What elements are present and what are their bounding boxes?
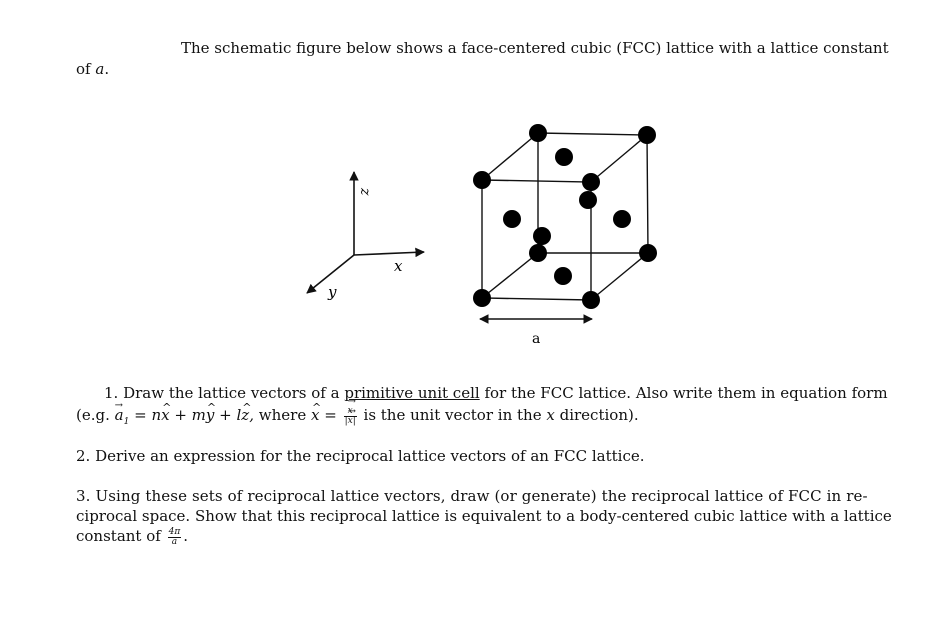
y-axis-label: y [328,283,337,301]
z-axis-label: z [357,188,373,196]
x-axis-label: x [394,257,403,275]
q3-line-1 [76,486,868,507]
q3-line-2: ciprocal space. Show that this reciprocal lattice is equivalent to a body-centered cubic lattice with a lattice [76,507,892,525]
q3-line-3 [76,526,188,547]
lattice-atoms [473,124,657,309]
q2-number: 2. [76,447,91,465]
intro-of: of [76,60,91,78]
q1-where: where ^ x = [259,406,337,424]
q1-eq-end: direction). [559,406,639,424]
q3-frac-den: a [171,536,178,547]
q3-frac-num: 4π [168,526,181,537]
atom-face-center [613,210,631,228]
q3-number: 3. [76,487,91,505]
atom-corner [529,244,547,262]
q2 [76,446,644,467]
atom-corner [638,126,656,144]
atom-face-center [533,227,551,245]
atom-corner [473,171,491,189]
q1-line-1 [104,383,888,404]
q1-equation: → $a_1$ = n^ x + m^ y + l^ z, [115,406,254,424]
q1-eq-rest: is the unit vector in the [363,406,542,424]
q1-eg-open: (e.g. [76,406,110,424]
atom-corner [473,289,491,307]
atom-corner [639,244,657,262]
q3-line3-suffix: . [183,527,189,545]
atom-corner [582,173,600,191]
primitive-unit-cell-link[interactable]: primitive unit cell [344,384,480,402]
q1-text-b: for the FCC lattice. Also write them in equation form [484,384,888,402]
q3-line3-prefix: constant of [76,527,161,545]
intro-period: . [104,60,110,78]
q1-xdir: x [546,406,555,424]
dimension-label: a [532,331,541,347]
q1-text-a: Draw the lattice vectors of a [123,384,340,402]
intro-line-1: The schematic figure below shows a face-centered cubic (FCC) lattice with a lattice constant [181,39,889,57]
atom-face-center [503,210,521,228]
x-axis [354,252,424,255]
q3-line1-text: Using these sets of reciprocal lattice vectors, draw (or generate) the reciprocal lattice of FCC in re- [95,487,868,505]
atom-face-center [554,267,572,285]
q1-number: 1. [104,384,119,402]
q1-line-2 [76,405,639,433]
intro-var-a: a [95,60,105,78]
q3-fraction [168,528,182,547]
atom-face-center [579,191,597,209]
q1-unit-fraction: → $\frac{x}{|\to x|}$ [344,407,357,426]
atom-corner [582,291,600,309]
q2-text: Derive an expression for the reciprocal lattice vectors of an FCC lattice. [95,447,645,465]
atom-corner [529,124,547,142]
atom-face-center [555,148,573,166]
